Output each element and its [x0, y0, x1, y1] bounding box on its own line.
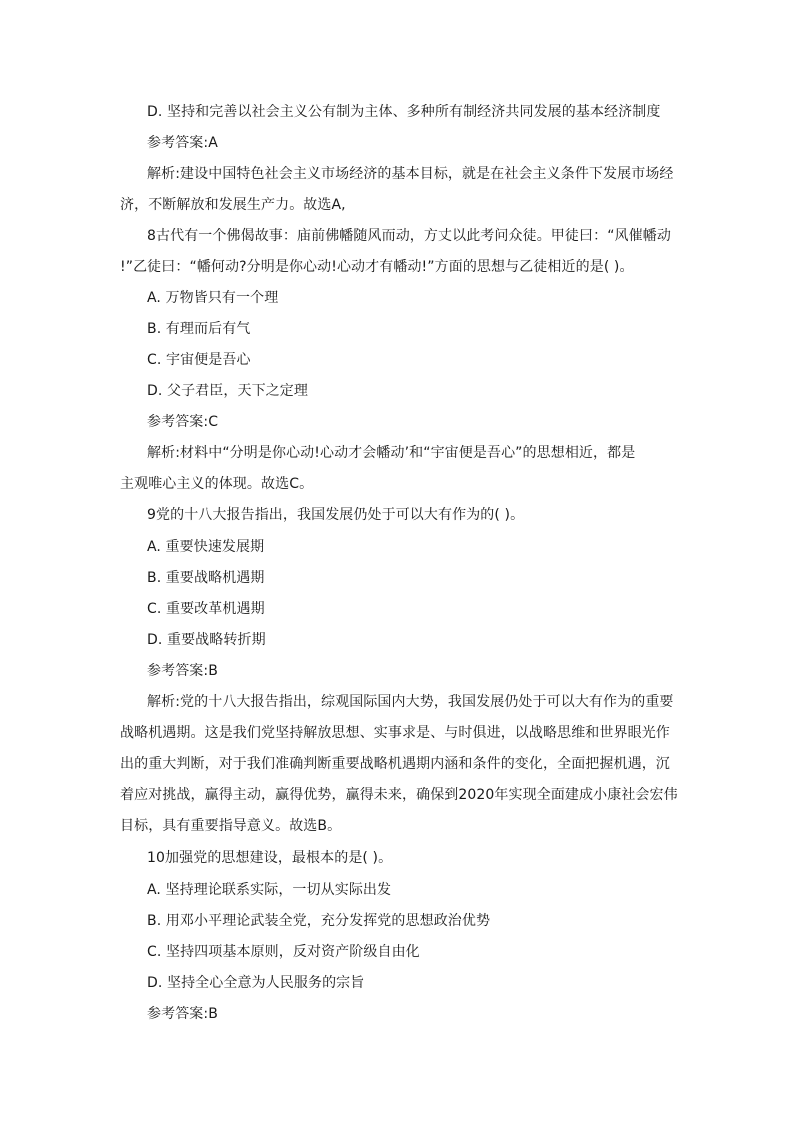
q10-option-c: C. 坚持四项基本原则，反对资产阶级自由化 — [147, 944, 420, 960]
q9-option-d: D. 重要战略转折期 — [147, 632, 266, 648]
q9-explanation-line-5: 目标，具有重要指导意义。故选B。 — [120, 818, 342, 834]
q7-explanation-line-2: 济，不断解放和发展生产力。故选A, — [120, 197, 346, 213]
q9-question: 9党的十八大报告指出，我国发展仍处于可以大有作为的( )。 — [147, 507, 525, 523]
q8-question-line-2: !”乙徒曰：“幡何动?分明是你心动!心动才有幡动!”方面的思想与乙徒相近的是( )。 — [120, 259, 634, 275]
q7-explanation-line-1: 解析:建设中国特色社会主义市场经济的基本目标，就是在社会主义条件下发展市场经 — [147, 166, 674, 182]
q9-explanation-line-3: 出的重大判断，对于我们准确判断重要战略机遇期内涵和条件的变化，全面把握机遇，沉 — [120, 756, 670, 772]
q9-option-b: B. 重要战略机遇期 — [147, 570, 265, 586]
q8-question-line-1: 8古代有一个佛偈故事：庙前佛幡随风而动，方丈以此考问众徒。甲徒曰：“风催幡动 — [147, 228, 671, 244]
q10-option-d: D. 坚持全心全意为人民服务的宗旨 — [147, 975, 365, 991]
q10-option-b: B. 用邓小平理论武装全党，充分发挥党的思想政治优势 — [147, 913, 491, 929]
q9-option-c: C. 重要改革机遇期 — [147, 601, 265, 617]
q10-option-a: A. 坚持理论联系实际，一切从实际出发 — [147, 882, 392, 898]
q10-answer: 参考答案:B — [147, 1006, 218, 1022]
q9-explanation-line-4: 着应对挑战，赢得主动，赢得优势，赢得未来，确保到2020年实现全面建成小康社会宏伟 — [120, 787, 678, 803]
q7-option-d: D. 坚持和完善以社会主义公有制为主体、多种所有制经济共同发展的基本经济制度 — [147, 104, 661, 120]
q8-explanation-line-1: 解析:材料中“分明是你心动!心动才会幡动’和“宇宙便是吾心”的思想相近，都是 — [147, 445, 636, 461]
q9-answer: 参考答案:B — [147, 663, 218, 679]
q8-option-d: D. 父子君臣，天下之定理 — [147, 383, 308, 399]
q8-option-b: B. 有理而后有气 — [147, 321, 251, 337]
q9-explanation-line-2: 战略机遇期。这是我们党坚持解放思想、实事求是、与时俱进，以战略思维和世界眼光作 — [120, 725, 670, 741]
q8-option-c: C. 宇宙便是吾心 — [147, 352, 251, 368]
q8-option-a: A. 万物皆只有一个理 — [147, 290, 279, 306]
q9-explanation-line-1: 解析:党的十八大报告指出，综观国际国内大势，我国发展仍处于可以大有作为的重要 — [147, 694, 674, 710]
q10-question: 10加强党的思想建设，最根本的是( )。 — [147, 850, 393, 866]
q8-explanation-line-2: 主观唯心主义的体现。故选C。 — [120, 476, 314, 492]
q7-answer: 参考答案:A — [147, 135, 218, 151]
q8-answer: 参考答案:C — [147, 414, 219, 430]
q9-option-a: A. 重要快速发展期 — [147, 539, 265, 555]
